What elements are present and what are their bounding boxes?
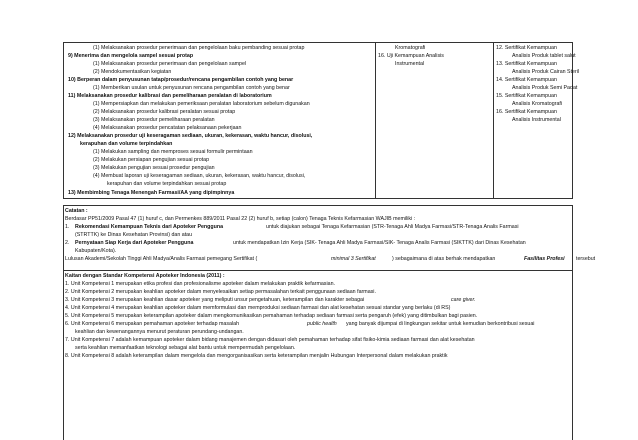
notes-line: ) sebagaimana di atas berhak mendapatkan <box>392 256 496 262</box>
notes-line: minimal 3 Sertifikat <box>331 256 376 262</box>
notes-line: untuk diajukan sebagai Tenaga Kefarmasian (STR-Tenaga Ahli Madya Farmasi/STR-Tenaga Analis Farmasi <box>266 224 519 230</box>
col1-line: (1) Memberikan usulan untuk penyusunan rencana pengambilan contoh yang benar <box>93 85 290 91</box>
standard-line: 5. Unit Kompetensi 5 merupakan keterampilan apoteker dalam mengkomunikasikan pemahaman terhadap sediaan farmasi serta pengaruh (efek) yang ditimbulkan bagi pasien. <box>65 313 478 319</box>
standard-line: Kaitan dengan Standar Kompetensi Apoteker Indonesia (2011) : <box>65 273 225 279</box>
col2-line: Kromatografi <box>395 45 426 51</box>
notes-line: Rekomendasi Kemampuan Teknis dari Apoteker Pengguna <box>75 224 224 230</box>
notes-line: Catatan : <box>65 208 88 214</box>
col1-line: (4) Melaksanakan prosedur pencatatan pelaksanaan pekerjaan <box>93 125 242 131</box>
standard-line: 4. Unit Kompetensi 4 merupakan keahlian apoteker dalam memformulasi dan memproduksi sediaan farmasi dan alat kesehatan sesuai standar yang berlaku (di RS) <box>65 305 451 311</box>
col1-line: (1) Melakukan sampling dan memproses sesuai formulir permintaan <box>93 149 253 155</box>
col3-line: Analisis Produk Semi Padat <box>512 85 578 91</box>
standard-line: serta keahlian memanfaatkan teknologi sebagai alat bantu untuk mempermudah pengelolaan. <box>75 345 296 351</box>
col3-line: 12. Sertifikat Kemampuan <box>496 45 557 51</box>
col1-line: 11) Melaksanakan prosedur kalibrasi dan pemeliharaan peralatan di laboratorium <box>68 93 272 99</box>
standard-line: 8. Unit Kompetensi 8 adalah keterampilan dalam mengelola dan mengorganisasikan serta keterampilan menjalin Hubungan Interpersonal dalam melakukan praktik <box>65 353 448 359</box>
col1-line: kerapuhan dan volume terpindahkan sesuai protap <box>107 181 227 187</box>
col1-line: (1) Melaksanakan prosedur penerimaan dan pengelolaan sampel <box>93 61 247 67</box>
standard-line: keahlian dan kewenangannya menurut peraturan perundang-undangan. <box>75 329 244 335</box>
col3-line: Analisis Produk tablet salut <box>512 53 576 59</box>
col3-line: Analisis Kromatografi <box>512 101 563 107</box>
standard-line: yang banyak dijumpai di lingkungan sekitar untuk kemudian berkontribusi sesuai <box>346 321 535 327</box>
notes-line: Kabupaten/Kota). <box>75 248 117 254</box>
col3-line: 14. Sertifikat Kemampuan <box>496 77 557 83</box>
notes-line: Fasilitas Profesi <box>524 256 565 262</box>
standard-line: 3. Unit Kompetensi 3 merupakan keahlian dasar apoteker yang meliputi unsur pengetahuan, keterampilan dan karakter sebagai <box>65 297 365 303</box>
standard-line: public health <box>307 321 337 327</box>
notes-line: 1. <box>65 224 70 230</box>
col1-line: (2) Melaksanakan prosedur kalibrasi peralatan sesuai protap <box>93 109 236 115</box>
col2-line: 16. Uji Kemampuan Analisis <box>378 53 444 59</box>
notes-line: untuk mendapatkan Izin Kerja (SIK- Tenaga Ahli Madya Farmasi/SIK- Tenaga Analis Farmasi (SIKTTK) dari Dinas Kesehatan <box>233 240 526 246</box>
notes-line: tersebut <box>576 256 596 262</box>
col3-line: Analisis Instrumental <box>512 117 561 123</box>
notes-line: Pernyataan Siap Kerja dari Apoteker Pengguna <box>75 240 194 246</box>
col1-line: (1) Melaksanakan prosedur penerimaan dan pengelolaan baku pembanding sesuai protap <box>93 45 305 51</box>
notes-line: Berdasar PP51/2009 Pasal 47 (1) huruf c, dan Permenkes 889/2011 Pasal 22 (2) huruf b, setiap (calon) Tenaga Teknis Kefarmasian WAJIB memiliki : <box>65 216 416 222</box>
col1-line: (4) Membuat laporan uji keseragaman sediaan, ukuran, kekerasan, waktu hancur, disolusi, <box>93 173 306 179</box>
col3-line: 13. Sertifikat Kemampuan <box>496 61 557 67</box>
col1-line: (2) Mendokumentasikan kegiatan <box>93 69 172 75</box>
col2-line: Instrumental <box>395 61 425 67</box>
col1-line: (3) Melaksanakan prosedur pemeliharaan peralatan <box>93 117 215 123</box>
col1-line: 13) Membimbing Tenaga Menengah Farmasi/AA yang dipimpinnya <box>68 190 235 196</box>
standard-line: 1. Unit Kompetensi 1 merupakan etika profesi dan profesionalisme apoteker dalam melakukan praktik kefarmasian. <box>65 281 335 287</box>
col1-line: 12) Melaksanakan prosedur uji keseragaman sediaan, ukuran, kekerasan, waktu hancur, disolusi, <box>68 133 313 139</box>
col1-line: (2) Melakukan persiapan pengujian sesuai protap <box>93 157 210 163</box>
standard-line: care giver. <box>451 297 476 303</box>
notes-line: Lulusan Akademi/Sekolah Tinggi Ahli Madya/Analis Farmasi pemegang Sertifikat ( <box>65 256 258 262</box>
col1-line: (3) Melakukan pengujian sesuai prosedur pengujian <box>93 165 215 171</box>
col1-line: 10) Berperan dalam penyusunan tatap/prosedur/rencana pengambilan contoh yang benar <box>68 77 294 83</box>
document-page <box>63 42 596 434</box>
col1-line: 9) Menerima dan mengelola sampel sesuai protap <box>68 53 194 59</box>
column-divider <box>375 42 376 199</box>
col3-line: 16. Sertifikat Kemampuan <box>496 109 557 115</box>
col3-line: 15. Sertifikat Kemampuan <box>496 93 557 99</box>
column-divider <box>493 42 494 199</box>
notes-line: (STRTTK) ke Dinas Kesehatan Provinsi) dan atau <box>75 232 193 238</box>
col1-line: kerapuhan dan volume terpindahkan <box>80 141 173 147</box>
standard-line: 2. Unit Kompetensi 2 merupakan keahlian apoteker dalam menyelesaikan setiap permasalahan terkait penggunaan sediaan farmasi. <box>65 289 376 295</box>
col3-line: Analisis Produk Cairan Steril <box>512 69 580 75</box>
standard-line: 6. Unit Kompetensi 6 merupakan pemahaman apoteker terhadap masalah <box>65 321 240 327</box>
standard-line: 7. Unit Kompetensi 7 adalah kemampuan apoteker dalam bidang manajemen dengan didasari oleh pemahaman terhadap sifat fisiko-kimia sediaan farmasi dan alat kesehatan <box>65 337 475 343</box>
col1-line: (1) Mempersiapkan dan melakukan pemeriksaan peralatan laboratorium sebelum digunakan <box>93 101 310 107</box>
notes-line: 2. <box>65 240 70 246</box>
